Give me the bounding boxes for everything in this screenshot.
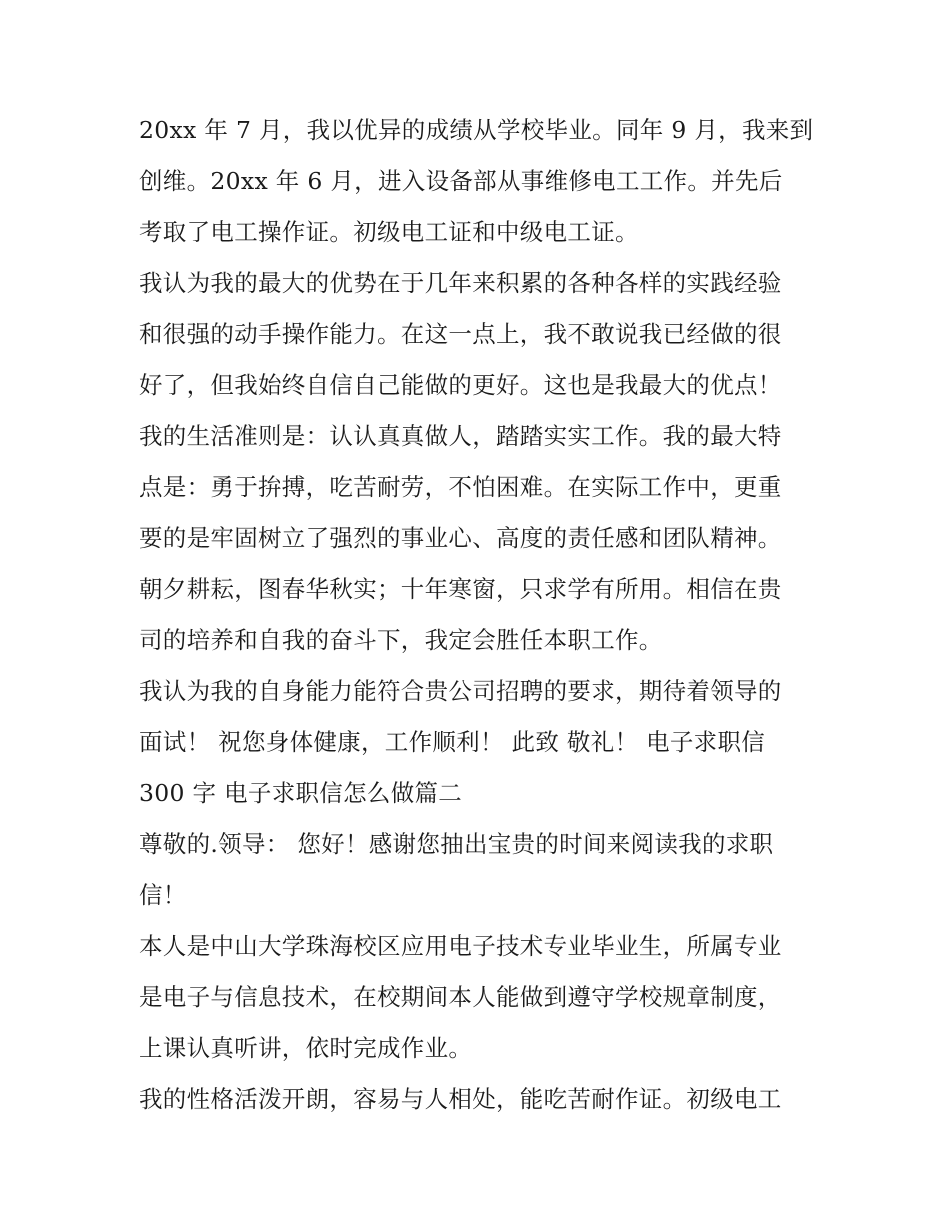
text-line: 信！ — [139, 881, 187, 909]
text-line: 好了，但我始终自信自己能做的更好。这也是我最大的优点！ — [139, 371, 782, 399]
text-line: 要的是牢固树立了强烈的事业心、高度的责任感和团队精神。 — [139, 524, 782, 552]
text-line: 创维。20xx 年 6 月，进入设备部从事维修电工工作。并先后 — [139, 167, 783, 195]
text-line: 朝夕耕耘，图春华秋实；十年寒窗，只求学有所用。相信在贵 — [139, 575, 782, 603]
document-body — [139, 105, 829, 1125]
text-line: 和很强的动手操作能力。在这一点上，我不敢说我已经做的很 — [139, 320, 782, 348]
text-line: 考取了电工操作证。初级电工证和中级电工证。 — [139, 218, 639, 246]
text-line: 点是：勇于拚搏，吃苦耐劳，不怕困难。在实际工作中，更重 — [139, 473, 782, 501]
text-line: 面试！ 祝您身体健康，工作顺利！ 此致 敬礼！ 电子求职信 — [139, 728, 766, 756]
text-line: 我的性格活泼开朗，容易与人相处，能吃苦耐作证。初级电工 — [139, 1085, 782, 1113]
text-line: 我的生活准则是：认认真真做人，踏踏实实工作。我的最大特 — [139, 422, 782, 450]
text-line: 尊敬的.领导： 您好！感谢您抽出宝贵的时间来阅读我的求职 — [139, 830, 774, 858]
text-line: 是电子与信息技术，在校期间本人能做到遵守学校规章制度， — [139, 983, 782, 1011]
text-line: 我认为我的最大的优势在于几年来积累的各种各样的实践经验 — [139, 269, 782, 297]
text-line: 本人是中山大学珠海校区应用电子技术专业毕业生，所属专业 — [139, 932, 782, 960]
text-line: 上课认真听讲，依时完成作业。 — [139, 1034, 473, 1062]
text-line: 我认为我的自身能力能符合贵公司招聘的要求，期待着领导的 — [139, 677, 782, 705]
text-line: 司的培养和自我的奋斗下，我定会胜任本职工作。 — [139, 626, 663, 654]
text-line: 300 字 电子求职信怎么做篇二 — [139, 779, 463, 807]
text-line: 20xx 年 7 月，我以优异的成绩从学校毕业。同年 9 月，我来到 — [139, 116, 814, 144]
